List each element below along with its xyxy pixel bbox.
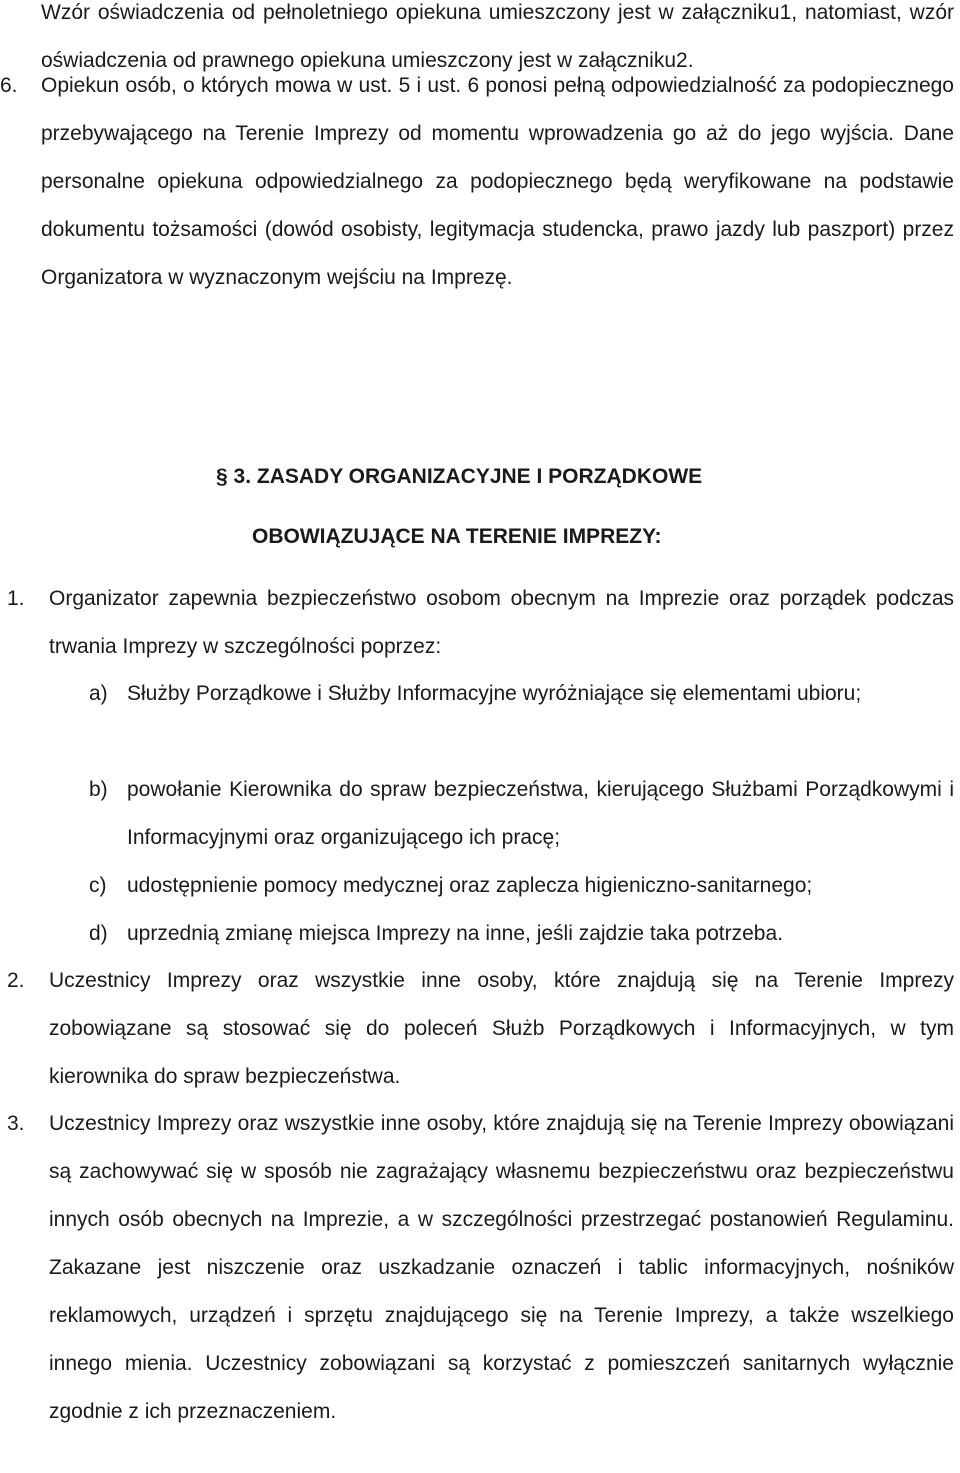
- intro-paragraph: Wzór oświadczenia od pełnoletniego opiekuna umieszczony jest w załączniku1, natomiast, wzór oświadczenia od prawnego opiekuna umieszczony jest w załączniku2.: [41, 1, 954, 72]
- list-item-3: [7, 1100, 954, 1436]
- subitem-letter: a): [89, 682, 108, 705]
- item-number: 2.: [7, 969, 25, 992]
- subitem-text: Służby Porządkowe i Służby Informacyjne wyróżniające się elementami ubioru;: [127, 682, 862, 705]
- item-number: 6.: [0, 74, 18, 97]
- subitem-text: uprzednią zmianę miejsca Imprezy na inne, jeśli zajdzie taka potrzeba.: [127, 922, 783, 945]
- subitem-b: [89, 766, 954, 862]
- list-item-2: [7, 957, 954, 1101]
- item-number: 1.: [7, 587, 25, 610]
- item-number: 3.: [7, 1112, 25, 1135]
- subitem-letter: c): [89, 874, 107, 897]
- subitem-letter: d): [89, 922, 108, 945]
- subitem-letter: b): [89, 778, 108, 801]
- subitem-text: powołanie Kierownika do spraw bezpieczeństwa, kierującego Służbami Porządkowymi i Informacyjnymi oraz organizującego ich pracę;: [127, 778, 954, 849]
- subitem-d: [89, 910, 954, 958]
- subitem-c: [89, 862, 954, 910]
- list-item-6: [0, 62, 954, 302]
- subitem-text: udostępnienie pomocy medycznej oraz zaplecza higieniczno-sanitarnego;: [127, 874, 813, 897]
- section-subtitle: OBOWIĄZUJĄCE NA TERENIE IMPREZY:: [252, 525, 662, 548]
- section-title: § 3. ZASADY ORGANIZACYJNE I PORZĄDKOWE: [216, 465, 703, 488]
- item-text: Opiekun osób, o których mowa w ust. 5 i ust. 6 ponosi pełną odpowiedzialność za podopiecznego przebywającego na Terenie Imprezy od momentu wprowadzenia go aż do jego wyjścia. Dane personalne opiekuna odpowiedzialnego za podopiecznego będą weryfikowane na podstawie dokumentu tożsamości (dowód osobisty, legitymacja studencka, prawo jazdy lub paszport) przez Organizatora w wyznaczonym wejściu na Imprezę.: [41, 74, 954, 289]
- list-item-1: [7, 575, 954, 671]
- subitem-a: [89, 670, 954, 718]
- item-text: Uczestnicy Imprezy oraz wszystkie inne osoby, które znajdują się na Terenie Imprezy obowiązani są zachowywać się w sposób nie zagrażający własnemu bezpieczeństwu oraz bezpieczeństwu innych osób obecnych na Imprezie, a w szczególności przestrzegać postanowień Regulaminu. Zakazane jest niszczenie oraz uszkadzanie oznaczeń i tablic informacyjnych, nośników reklamowych, urządzeń i sprzętu znajdującego się na Terenie Imprezy, a także wszelkiego innego mienia. Uczestnicy zobowiązani są korzystać z pomieszczeń sanitarnych wyłącznie zgodnie z ich przeznaczeniem.: [49, 1112, 954, 1423]
- item-text: Organizator zapewnia bezpieczeństwo osobom obecnym na Imprezie oraz porządek podczas trwania Imprezy w szczególności poprzez:: [49, 587, 954, 658]
- item-text: Uczestnicy Imprezy oraz wszystkie inne osoby, które znajdują się na Terenie Imprezy zobowiązane są stosować się do poleceń Służb Porządkowych i Informacyjnych, w tym kierownika do spraw bezpieczeństwa.: [49, 969, 954, 1088]
